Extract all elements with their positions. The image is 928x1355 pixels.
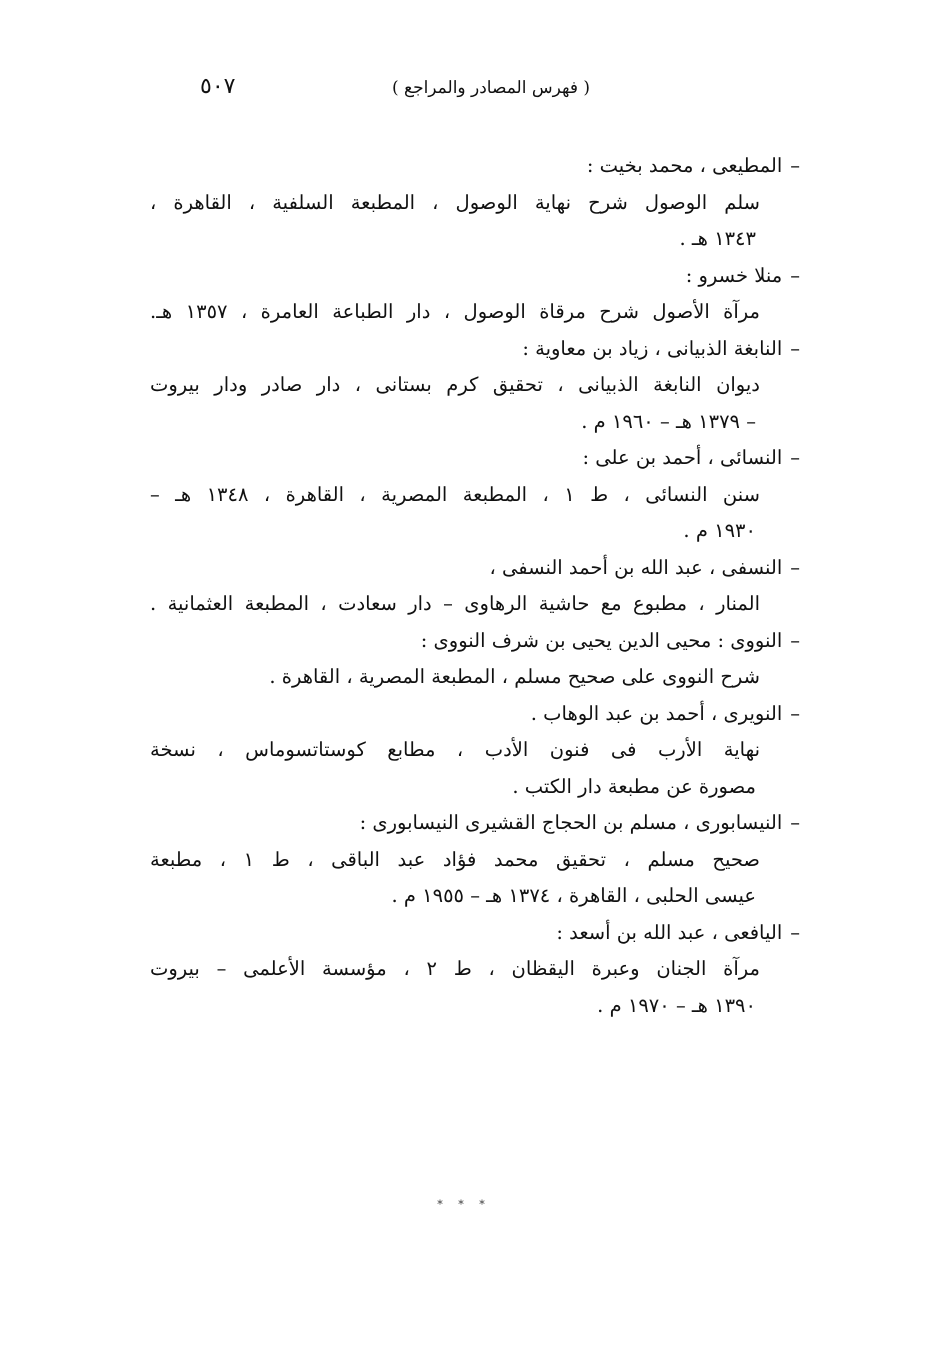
entry-work-line: مرآة الجنان وعبرة اليقظان ، ط ٢ ، مؤسسة الأعلمى – بيروت xyxy=(150,957,761,980)
entry-work-line: ١٣٩٠ هـ – ١٩٧٠ م . xyxy=(597,993,756,1017)
bibliography-entry xyxy=(150,148,800,258)
author-text: النابغة الذبيانى ، زياد بن معاوية : xyxy=(522,336,783,360)
entry-dash: – xyxy=(790,920,800,944)
entry-author xyxy=(150,550,800,587)
entry-work-line: شرح النووى على صحيح مسلم ، المطبعة المصرية ، القاهرة . xyxy=(269,665,760,688)
entry-author xyxy=(150,331,800,368)
bibliography-list xyxy=(150,148,800,1024)
entry-author xyxy=(150,696,800,733)
bibliography-entry xyxy=(150,623,800,696)
entry-work-line: سلم الوصول شرح نهاية الوصول ، المطبعة السلفية ، القاهرة ، xyxy=(150,190,760,214)
author-text: النووى : محيى الدين يحيى بن شرف النووى : xyxy=(420,628,783,652)
entry-dash: – xyxy=(790,628,800,652)
entry-work-line: سنن النسائى ، ط ١ ، المطبعة المصرية ، القاهرة ، ١٣٤٨ هـ – xyxy=(150,482,760,506)
entry-work-line: مصورة عن مطبعة دار الكتب . xyxy=(512,774,756,798)
author-text: النسفى ، عبد الله بن أحمد النسفى ، xyxy=(489,555,783,579)
entry-author xyxy=(150,805,800,842)
page-header xyxy=(150,74,790,112)
author-text: المطيعى ، محمد بخيت : xyxy=(586,154,783,177)
author-text: النويرى ، أحمد بن عبد الوهاب . xyxy=(530,701,783,725)
entry-work-line: نهاية الأرب فى فنون الأدب ، مطابع كوستاتسوماس ، نسخة xyxy=(150,738,760,761)
entry-work-line: ديوان النابغة الذبيانى ، تحقيق كرم بستانى ، دار صادر ودار بيروت xyxy=(150,373,760,396)
bibliography-entry xyxy=(150,550,800,623)
page-number: ٥٠٧ xyxy=(200,74,236,99)
author-text: النيسابورى ، مسلم بن الحجاج القشيرى النيسابورى : xyxy=(359,811,783,834)
author-text: منلا خسرو : xyxy=(685,263,783,287)
entry-dash: – xyxy=(790,555,800,579)
entry-work-line: صحيح مسلم ، تحقيق محمد فؤاد عبد الباقى ، ط ١ ، مطبعة xyxy=(150,847,760,871)
entry-author xyxy=(150,148,800,185)
bibliography-entry xyxy=(150,915,800,1025)
entry-work-line: ١٣٤٣ هـ . xyxy=(679,227,756,250)
bibliography-entry xyxy=(150,331,800,441)
bibliography-entry xyxy=(150,440,800,550)
entry-dash: – xyxy=(790,263,800,287)
author-text: النسائى ، أحمد بن على : xyxy=(582,446,783,469)
entry-dash: – xyxy=(790,336,800,360)
entry-work-line: ١٩٣٠ م . xyxy=(683,519,756,542)
entry-author xyxy=(150,623,800,660)
entry-dash: – xyxy=(790,701,800,725)
entry-work-line: مرآة الأصول شرح مرقاة الوصول ، دار الطباعة العامرة ، ١٣٥٧ هـ. xyxy=(150,300,760,323)
bibliography-entry xyxy=(150,805,800,915)
entry-work-line: المنار ، مطبوع مع حاشية الرهاوى – دار سعادت ، المطبعة العثمانية . xyxy=(150,592,760,615)
bibliography-entry xyxy=(150,696,800,806)
entry-dash: – xyxy=(790,154,800,177)
author-text: اليافعى ، عبد الله بن أسعد : xyxy=(556,920,783,944)
entry-author xyxy=(150,915,800,952)
entry-dash: – xyxy=(790,446,800,469)
running-title: ( فهرس المصادر والمراجع ) xyxy=(391,78,590,98)
entry-work-line: عيسى الحلبى ، القاهرة ، ١٣٧٤ هـ – ١٩٥٥ م . xyxy=(391,884,756,907)
bibliography-entry xyxy=(150,258,800,331)
entry-work-line: – ١٣٧٩ هـ – ١٩٦٠ م . xyxy=(581,409,756,433)
entry-author xyxy=(150,440,800,477)
entry-dash: – xyxy=(790,811,800,834)
end-of-section-mark: * * * xyxy=(437,1198,491,1211)
entry-author xyxy=(150,258,800,295)
